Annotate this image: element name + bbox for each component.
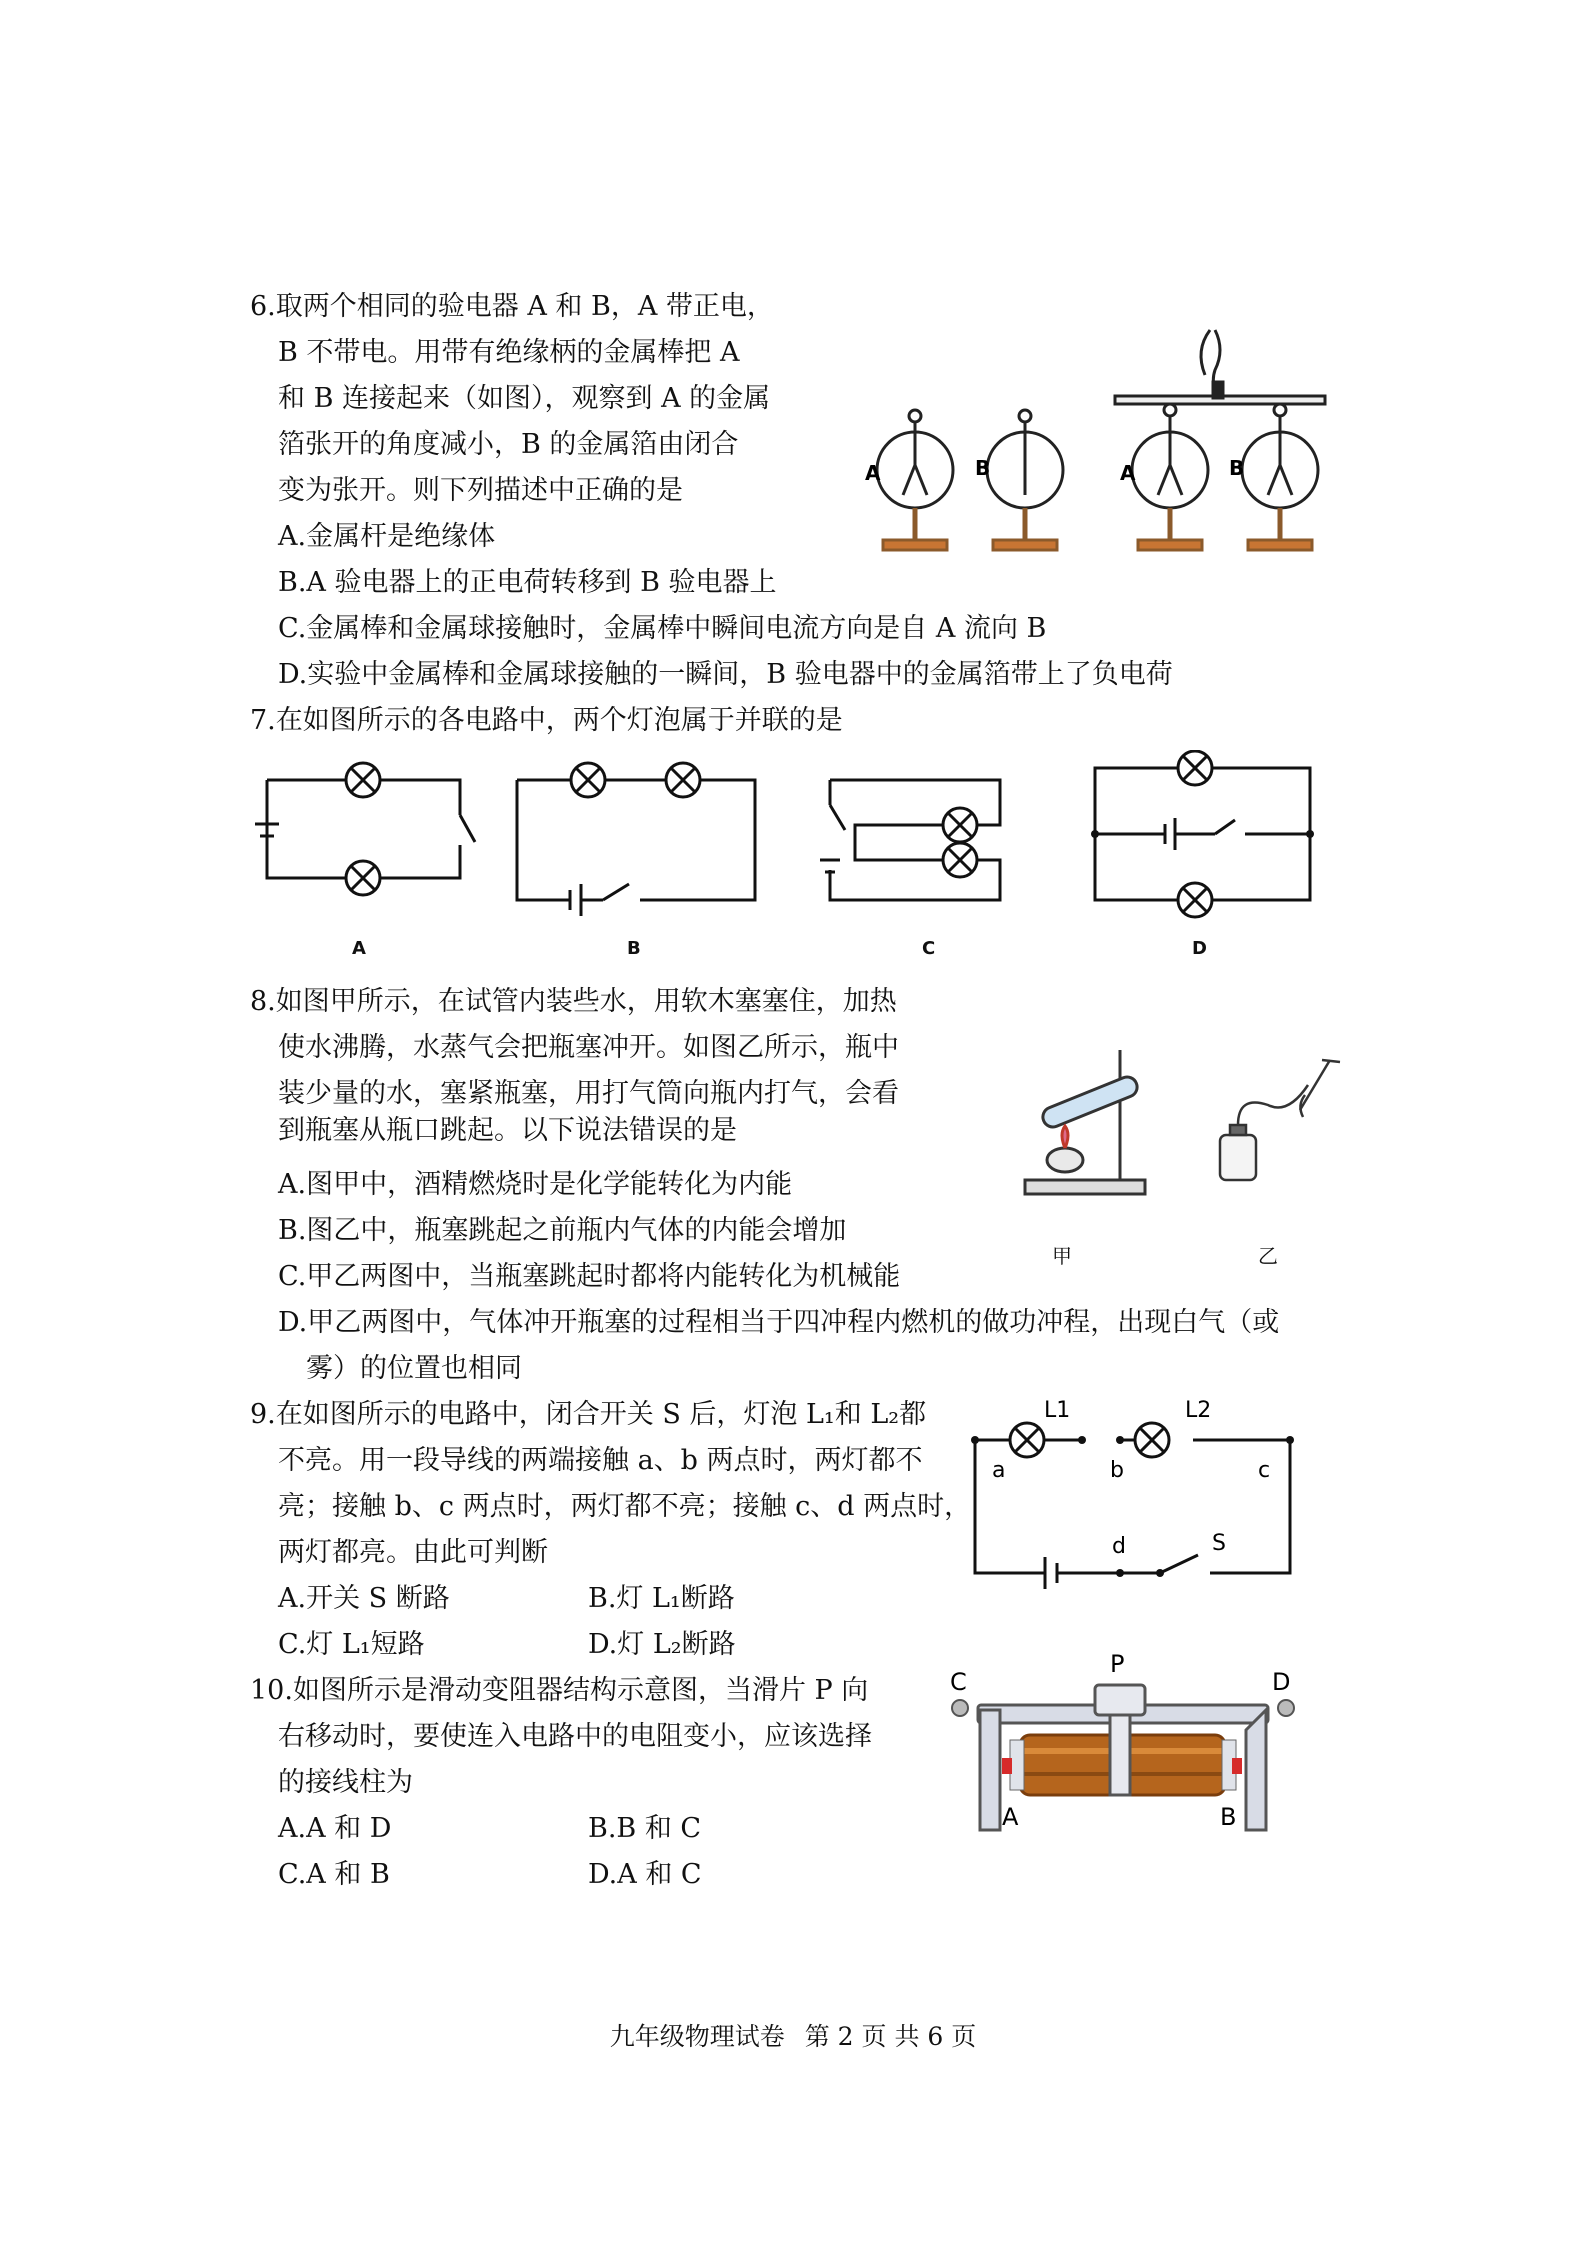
q8-option-c: C.甲乙两图中，当瓶塞跳起时都将内能转化为机械能	[278, 1261, 901, 1292]
q8-option-d-cont: 雾）的位置也相同	[306, 1353, 522, 1384]
q6-stem-line-5: 变为张开。则下列描述中正确的是	[278, 475, 683, 506]
electroscope-b-right	[1242, 404, 1318, 550]
q6-stem-line-2: B 不带电。用带有绝缘柄的金属棒把 A	[278, 337, 740, 368]
q9-stem-line-2: 不亮。用一段导线的两端接触 a、b 两点时，两灯都不	[278, 1445, 923, 1476]
q6-option-b: B.A 验电器上的正电荷转移到 B 验电器上	[278, 567, 777, 598]
bottle-pump-apparatus	[1220, 1060, 1340, 1180]
page-footer	[0, 2017, 1586, 2053]
electroscope-a-right	[1132, 404, 1208, 550]
label-c: c	[1258, 1458, 1271, 1483]
q8-caption-jia: 甲	[1052, 1244, 1072, 1268]
test-tube-apparatus	[1025, 1050, 1145, 1194]
q7-caption-d: D	[1192, 938, 1207, 959]
q8-stem-line-3: 装少量的水，塞紧瓶塞，用打气筒向瓶内打气，会看	[278, 1078, 899, 1109]
q10-option-c: C.A 和 B	[278, 1859, 390, 1890]
label-c-terminal: C	[950, 1668, 967, 1696]
fig-label-b1: B	[975, 456, 991, 480]
q10-stem-line-3: 的接线柱为	[278, 1767, 413, 1798]
q7-caption-a: A	[352, 938, 366, 959]
metal-rod	[1115, 330, 1325, 404]
q8-option-a: A.图甲中，酒精燃烧时是化学能转化为内能	[278, 1169, 793, 1200]
q6-option-d: D.实验中金属棒和金属球接触的一瞬间，B 验电器中的金属箔带上了负电荷	[278, 659, 1173, 690]
q9-stem-line-1: 9.在如图所示的电路中，闭合开关 S 后，灯泡 L₁和 L₂都	[250, 1399, 927, 1430]
q8-stem-line-4: 到瓶塞从瓶口跳起。以下说法错误的是	[278, 1115, 737, 1146]
q8-option-b: B.图乙中，瓶塞跳起之前瓶内气体的内能会增加	[278, 1215, 847, 1246]
q9-option-d: D.灯 L₂断路	[588, 1629, 736, 1660]
label-a-terminal: A	[1002, 1803, 1019, 1831]
q7-caption-c: C	[922, 938, 936, 959]
q10-rheostat-figure	[950, 1640, 1295, 1835]
lamp-l1	[1010, 1423, 1044, 1457]
label-b: b	[1110, 1458, 1124, 1483]
q9-stem-line-3: 亮；接触 b、c 两点时，两灯都不亮；接触 c、d 两点时，	[278, 1491, 972, 1522]
label-l2: L2	[1185, 1398, 1212, 1423]
circuit-c	[820, 780, 1000, 900]
q6-electroscope-figure	[815, 310, 1335, 560]
label-b-terminal: B	[1220, 1803, 1237, 1831]
label-a: a	[992, 1458, 1006, 1483]
electroscope-a-left	[877, 410, 953, 550]
q10-option-a: A.A 和 D	[278, 1813, 392, 1844]
electroscope-b-left	[987, 410, 1063, 550]
circuit-b	[517, 780, 755, 916]
q9-option-a: A.开关 S 断路	[278, 1583, 450, 1614]
q8-figure	[1010, 1040, 1350, 1210]
q10-option-b: B.B 和 C	[588, 1813, 702, 1844]
circuit-d	[1095, 768, 1310, 900]
q8-stem-line-2: 使水沸腾，水蒸气会把瓶塞冲开。如图乙所示，瓶中	[278, 1032, 899, 1063]
q6-stem-line-1: 6.取两个相同的验电器 A 和 B，A 带正电，	[250, 291, 774, 322]
q10-stem-line-1: 10.如图所示是滑动变阻器结构示意图，当滑片 P 向	[250, 1675, 869, 1706]
label-l1: L1	[1044, 1398, 1071, 1423]
q10-stem-line-2: 右移动时，要使连入电路中的电阻变小，应该选择	[278, 1721, 872, 1752]
q7-circuit-figure	[255, 750, 1325, 970]
q9-stem-line-4: 两灯都亮。由此可判断	[278, 1537, 548, 1568]
q6-option-a: A.金属杆是绝缘体	[278, 521, 496, 552]
fig-label-b2: B	[1229, 456, 1245, 480]
q6-stem-line-4: 箔张开的角度减小，B 的金属箔由闭合	[278, 429, 739, 460]
label-p: P	[1110, 1650, 1125, 1678]
q9-option-c: C.灯 L₁短路	[278, 1629, 425, 1660]
label-s: S	[1212, 1531, 1226, 1556]
label-d-terminal: D	[1272, 1668, 1291, 1696]
label-d: d	[1112, 1534, 1126, 1559]
q9-option-b: B.灯 L₁断路	[588, 1583, 735, 1614]
footer-subject: 九年级物理试卷	[609, 2022, 785, 2051]
q6-stem-line-3: 和 B 连接起来（如图），观察到 A 的金属	[278, 383, 771, 414]
fig-label-a2: A	[1120, 461, 1136, 485]
q7-caption-b: B	[627, 938, 641, 959]
fig-label-a1: A	[865, 461, 881, 485]
lamp-l2	[1135, 1423, 1169, 1457]
footer-page-number: 第 2 页 共 6 页	[804, 2022, 977, 2051]
q9-circuit-figure	[960, 1395, 1300, 1610]
q6-option-c: C.金属棒和金属球接触时，金属棒中瞬间电流方向是自 A 流向 B	[278, 613, 1047, 644]
q8-caption-yi: 乙	[1258, 1244, 1278, 1268]
q7-stem: 7.在如图所示的各电路中，两个灯泡属于并联的是	[250, 705, 843, 736]
q8-option-d: D.甲乙两图中，气体冲开瓶塞的过程相当于四冲程内燃机的做功冲程，出现白气（或	[278, 1307, 1280, 1338]
q8-stem-line-1: 8.如图甲所示，在试管内装些水，用软木塞塞住，加热	[250, 986, 897, 1017]
q10-option-d: D.A 和 C	[588, 1859, 702, 1890]
